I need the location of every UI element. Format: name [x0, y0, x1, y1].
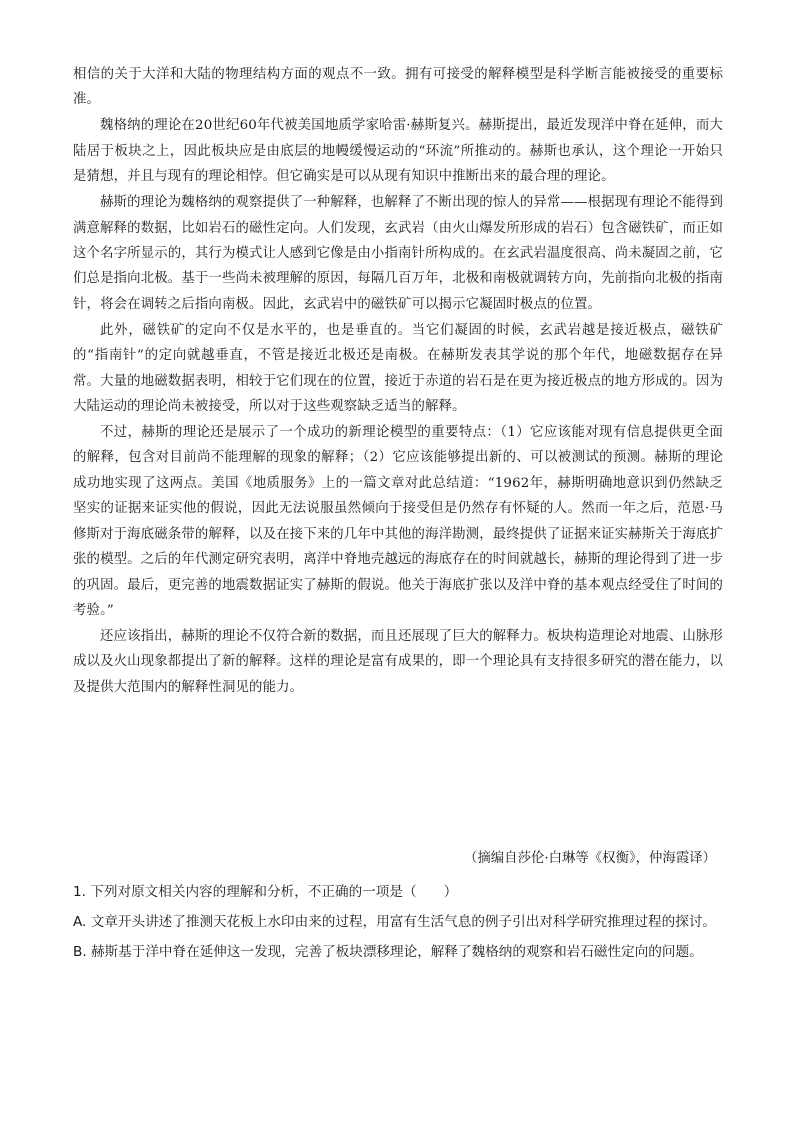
passage-paragraph-4: 此外，磁铁矿的定向不仅是水平的，也是垂直的。当它们凝固的时候，玄武岩越是接近极点，磁铁矿的“指南针”的定向就越垂直，不管是接近北极还是南极。在赫斯发表其学说的那个年代，地磁数据存在异常。大量的地磁数据表明，相较于它们现在的位置，接近于赤道的岩石是在更为接近极点的地方形成的。因为大陆运动的理论尚未被接受，所以对于这些观察缺乏适当的解释。: [73, 322, 723, 415]
question-block: [73, 877, 723, 968]
passage-paragraph-6: 还应该指出，赫斯的理论不仅符合新的数据，而且还展现了巨大的解释力。板块构造理论对地震、山脉形成以及火山现象都提出了新的解释。这样的理论是富有成果的，即一个理论具有支持很多研究的潜在能力，以及提供大范围内的解释性洞见的能力。: [73, 628, 723, 695]
reading-passage: [73, 62, 723, 700]
passage-source-citation: （摘编自莎伦·白琳等《权衡》，仲海霞译）: [464, 851, 716, 866]
passage-paragraph-5: 不过，赫斯的理论还是展示了一个成功的新理论模型的重要特点：（1）它应该能对现有信息提供更全面的解释，包含对目前尚不能理解的现象的解释；（2）它应该能够提出新的、可以被测试的预测。赫斯的理论成功地实现了这两点。美国《地质服务》上的一篇文章对此总结道：“1962年，赫斯明确地意识到仍然缺乏坚实的证据来证实他的假说，因此无法说服虽然倾向于接受但是仍然存有怀疑的人。然而一年之后，范恩·马修斯对于海底磁条带的解释，以及在接下来的几年中其他的海洋勘测，最终提供了证据来证实赫斯关于海底扩张的模型。之后的年代测定研究表明，离洋中脊地壳越远的海底存在的时间就越长，赫斯的理论得到了进一步的巩固。最后，更完善的地震数据证实了赫斯的假说。他关于海底扩张以及洋中脊的基本观点经受住了时间的考验。”: [73, 425, 723, 618]
question-stem: 1. 下列对原文相关内容的理解和分析，不正确的一项是（ ）: [73, 884, 458, 900]
passage-paragraph-3: 赫斯的理论为魏格纳的观察提供了一种解释，也解释了不断出现的惊人的异常——根据现有理论不能得到满意解释的数据，比如岩石的磁性定向。人们发现，玄武岩（由火山爆发所形成的岩石）包含磁铁矿，而正如这个名字所显示的，其行为模式让人感到它像是由小指南针所构成的。在玄武岩温度很高、尚未凝固之前，它们总是指向北极。基于一些尚未被理解的原因，每隔几百万年，北极和南极就调转方向，先前指向北极的指南针，将会在调转之后指向南极。因此，玄武岩中的磁铁矿可以揭示它凝固时极点的位置。: [73, 195, 723, 312]
passage-paragraph-2: 魏格纳的理论在20世纪60年代被美国地质学家哈雷·赫斯复兴。赫斯提出，最近发现洋中脊在延伸，而大陆居于板块之上，因此板块应是由底层的地幔缓慢运动的“环流”所推动的。赫斯也承认，这个理论一开始只是猜想，并且与现有的理论相悖。但它确实是可以从现有知识中推断出来的最合理的理论。: [73, 118, 723, 185]
question-option-a: A. 文章开头讲述了推测天花板上水印由来的过程，用富有生活气息的例子引出对科学研究推理过程的探讨。: [73, 914, 717, 931]
passage-paragraph-1: 相信的关于大洋和大陆的物理结构方面的观点不一致。拥有可接受的解释模型是科学断言能被接受的重要标准。: [73, 67, 723, 108]
question-option-b: B. 赫斯基于洋中脊在延伸这一发现，完善了板块漂移理论，解释了魏格纳的观察和岩石磁性定向的问题。: [73, 944, 703, 961]
